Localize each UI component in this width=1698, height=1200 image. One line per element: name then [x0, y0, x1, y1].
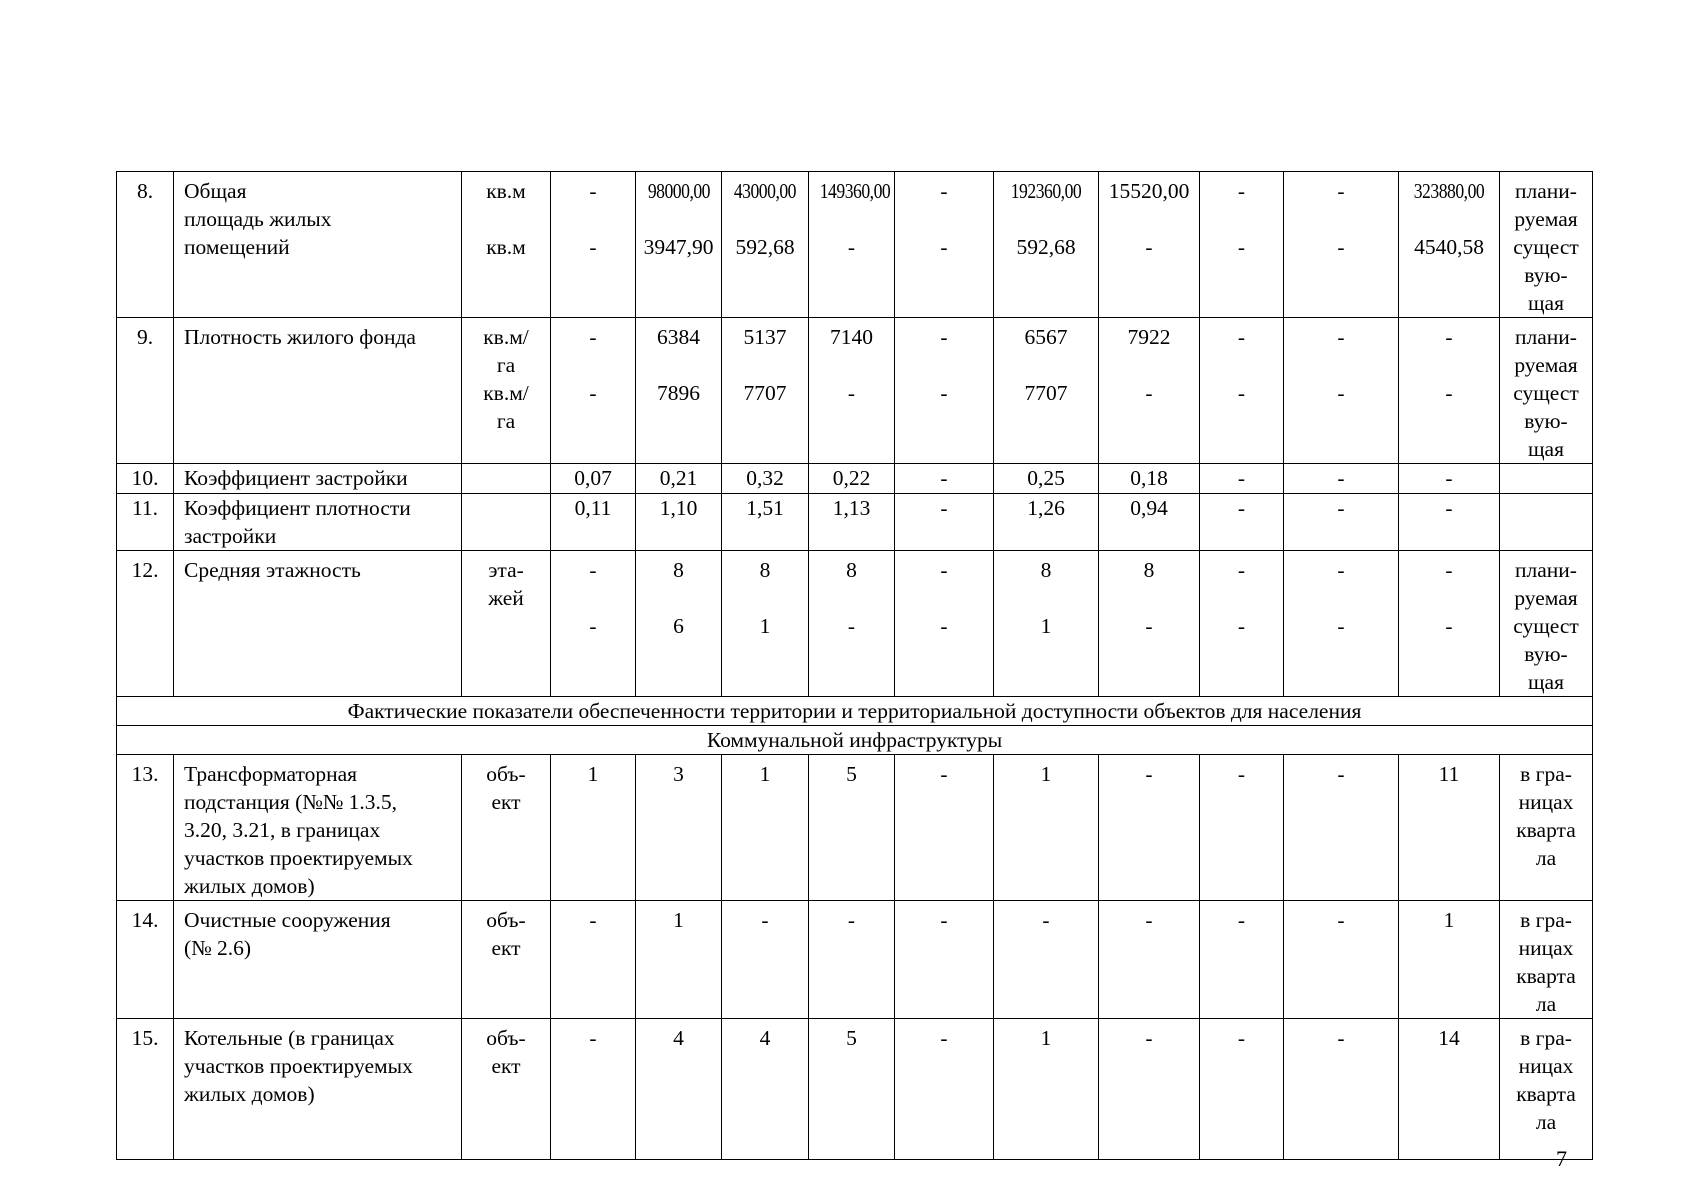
value-cell: -	[1200, 1019, 1284, 1160]
value-cell: 14	[1399, 1019, 1500, 1160]
value-cell: - -	[1200, 318, 1284, 464]
value-cell: 15520,00 -	[1099, 172, 1200, 318]
value-cell: 1	[636, 901, 722, 1019]
value-cell: 8 6	[636, 551, 722, 697]
value-cell: -	[1284, 1019, 1399, 1160]
row-number: 12.	[117, 551, 174, 697]
value-cell: 8 1	[994, 551, 1099, 697]
value-cell: -	[551, 1019, 636, 1160]
value-cell: - -	[1200, 172, 1284, 318]
value-cell: -	[551, 901, 636, 1019]
value-cell: 0,21	[636, 464, 722, 494]
value-cell: -	[1399, 494, 1500, 551]
indicator-name: Средняя этажность	[174, 551, 462, 697]
unit-cell: эта- жей	[462, 551, 551, 697]
table-row	[117, 1019, 1593, 1160]
section-title: Фактические показатели обеспеченности территории и территориальной доступности объектов для населения	[117, 697, 1593, 726]
value-cell: 0,07	[551, 464, 636, 494]
value-cell: - -	[895, 551, 994, 697]
unit-cell: объ- ект	[462, 755, 551, 901]
value-cell: -	[1099, 1019, 1200, 1160]
value-cell: -	[1284, 464, 1399, 494]
row-number: 15.	[117, 1019, 174, 1160]
row-number: 10.	[117, 464, 174, 494]
value-cell: -	[1200, 901, 1284, 1019]
note-cell: в гра- ницах кварта ла	[1500, 755, 1593, 901]
value-cell: -	[1200, 464, 1284, 494]
row-number: 14.	[117, 901, 174, 1019]
value-cell: -	[809, 901, 895, 1019]
value-cell: -	[1099, 901, 1200, 1019]
unit-cell: кв.м/ га кв.м/ га	[462, 318, 551, 464]
value-cell: 7922 -	[1099, 318, 1200, 464]
value-cell: 6567 7707	[994, 318, 1099, 464]
value-cell: 0,32	[722, 464, 809, 494]
value-cell: -	[1099, 755, 1200, 901]
value-cell: 0,25	[994, 464, 1099, 494]
note-cell: в гра- ницах кварта ла	[1500, 901, 1593, 1019]
table-row	[117, 551, 1593, 697]
row-number: 9.	[117, 318, 174, 464]
unit-cell	[462, 464, 551, 494]
value-cell: 11	[1399, 755, 1500, 901]
value-cell: - -	[895, 318, 994, 464]
page-number: 7	[1556, 1146, 1567, 1171]
indicator-name: Котельные (в границах участков проектируемых жилых домов)	[174, 1019, 462, 1160]
unit-cell: кв.м кв.м	[462, 172, 551, 318]
note-cell: плани- руемая сущест вую- щая	[1500, 318, 1593, 464]
value-cell: 8 1	[722, 551, 809, 697]
value-cell: - -	[551, 172, 636, 318]
indicator-name: Плотность жилого фонда	[174, 318, 462, 464]
value-cell: 8 -	[809, 551, 895, 697]
row-number: 11.	[117, 494, 174, 551]
value-cell: 1,51	[722, 494, 809, 551]
value-cell: -	[895, 1019, 994, 1160]
value-cell: -	[895, 755, 994, 901]
value-cell: 1	[722, 755, 809, 901]
table-row	[117, 494, 1593, 551]
value-cell: 1	[994, 755, 1099, 901]
unit-cell: объ- ект	[462, 901, 551, 1019]
note-cell: в гра- ницах кварта ла	[1500, 1019, 1593, 1160]
value-cell: -	[895, 464, 994, 494]
indicator-name: Общая площадь жилых помещений	[174, 172, 462, 318]
value-cell: - -	[1284, 551, 1399, 697]
value-cell: - -	[551, 551, 636, 697]
unit-cell	[462, 494, 551, 551]
unit-cell: объ- ект	[462, 1019, 551, 1160]
table-row	[117, 755, 1593, 901]
value-cell: 0,22	[809, 464, 895, 494]
value-cell: 4	[636, 1019, 722, 1160]
value-cell: -	[895, 901, 994, 1019]
value-cell: 1,26	[994, 494, 1099, 551]
value-cell: 3	[636, 755, 722, 901]
value-cell: 192360,00 592,68	[994, 172, 1099, 318]
value-cell: - -	[1284, 172, 1399, 318]
row-number: 8.	[117, 172, 174, 318]
value-cell: 1	[551, 755, 636, 901]
value-cell: 323880,00 4540,58	[1399, 172, 1500, 318]
value-cell: 1	[994, 1019, 1099, 1160]
value-cell: - -	[1399, 318, 1500, 464]
note-cell: плани- руемая сущест вую- щая	[1500, 172, 1593, 318]
value-cell: 4	[722, 1019, 809, 1160]
note-cell	[1500, 494, 1593, 551]
value-cell: 1,10	[636, 494, 722, 551]
value-cell: 98000,00 3947,90	[636, 172, 722, 318]
indicator-name: Трансформаторная подстанция (№№ 1.3.5, 3.20, 3.21, в границах участков проектируемых жилых домов)	[174, 755, 462, 901]
note-cell	[1500, 464, 1593, 494]
value-cell: -	[1284, 755, 1399, 901]
value-cell: -	[1284, 901, 1399, 1019]
value-cell: 5	[809, 755, 895, 901]
section-row	[117, 726, 1593, 755]
value-cell: 5137 7707	[722, 318, 809, 464]
value-cell: 0,18	[1099, 464, 1200, 494]
value-cell: - -	[895, 172, 994, 318]
value-cell: 0,11	[551, 494, 636, 551]
value-cell: 1	[1399, 901, 1500, 1019]
value-cell: - -	[551, 318, 636, 464]
value-cell: -	[1200, 755, 1284, 901]
row-number: 13.	[117, 755, 174, 901]
value-cell: -	[1200, 494, 1284, 551]
value-cell: -	[994, 901, 1099, 1019]
value-cell: - -	[1399, 551, 1500, 697]
section-subtitle: Коммунальной инфраструктуры	[117, 726, 1593, 755]
value-cell: 7140 -	[809, 318, 895, 464]
indicator-name: Очистные сооружения (№ 2.6)	[174, 901, 462, 1019]
value-cell: 0,94	[1099, 494, 1200, 551]
value-cell: - -	[1200, 551, 1284, 697]
table-row	[117, 172, 1593, 318]
value-cell: - -	[1284, 318, 1399, 464]
indicator-name: Коэффициент застройки	[174, 464, 462, 494]
section-row	[117, 697, 1593, 726]
value-cell: 43000,00 592,68	[722, 172, 809, 318]
value-cell: -	[895, 494, 994, 551]
value-cell: -	[722, 901, 809, 1019]
value-cell: 6384 7896	[636, 318, 722, 464]
table-row	[117, 901, 1593, 1019]
value-cell: 1,13	[809, 494, 895, 551]
note-cell: плани- руемая сущест вую- щая	[1500, 551, 1593, 697]
value-cell: -	[1284, 494, 1399, 551]
value-cell: 149360,00 -	[809, 172, 895, 318]
indicator-name: Коэффициент плотности застройки	[174, 494, 462, 551]
table-row	[117, 464, 1593, 494]
value-cell: 8 -	[1099, 551, 1200, 697]
table-row	[117, 318, 1593, 464]
value-cell: -	[1399, 464, 1500, 494]
value-cell: 5	[809, 1019, 895, 1160]
indicators-table	[116, 171, 1593, 1160]
